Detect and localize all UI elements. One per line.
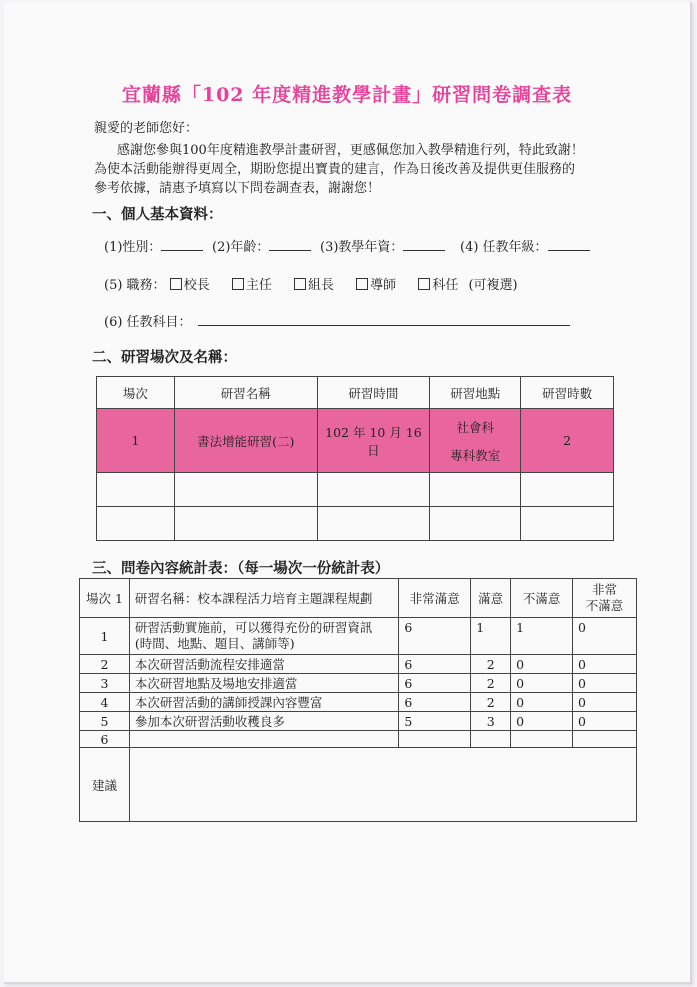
header-very-unsatisfied: 非常 不滿意 (573, 579, 637, 618)
years-field[interactable] (320, 236, 445, 255)
header-place: 研習地點 (430, 377, 521, 409)
table-row: 2 本次研習活動流程安排適當 6 2 0 0 (80, 655, 637, 674)
cell-course-name: 研習名稱：校本課程活力培育主題課程規劃 (129, 579, 398, 618)
grade-blank[interactable] (548, 238, 590, 251)
duty-label: (5) 職務： (104, 278, 166, 293)
table-row (97, 507, 614, 541)
checkbox-icon[interactable] (418, 278, 430, 290)
checkbox-icon[interactable] (294, 278, 306, 290)
table-row: 1 研習活動實施前，可以獲得充份的研習資訊 (時間、地點、題目、講師等) 6 1 1 0 (80, 618, 637, 655)
years-label: (3)教學年資： (320, 240, 404, 255)
multi-select-note: (可複選) (468, 278, 518, 293)
table-row: 5 參加本次研習活動收穫良多 5 3 0 0 (80, 712, 637, 731)
suggestion-field[interactable] (129, 748, 636, 822)
gender-label: (1)性別： (104, 240, 162, 255)
table-row: 6 (80, 731, 637, 748)
duty-option-homeroom[interactable]: 導師 (356, 278, 396, 293)
duty-option-principal[interactable]: 校長 (170, 278, 210, 293)
section-1-heading: 一、個人基本資料： (92, 206, 223, 223)
session-table (96, 376, 614, 541)
gender-field[interactable] (104, 236, 203, 255)
stats-table (79, 578, 637, 822)
header-unsatisfied: 不滿意 (511, 579, 573, 618)
cell-time: 102 年 10 月 16 日 (317, 409, 430, 473)
header-name: 研習名稱 (174, 377, 317, 409)
cell-session: 1 (97, 409, 175, 473)
cell-session-no: 場次 1 (80, 579, 130, 618)
cell-hours: 2 (521, 409, 614, 473)
table-row: 3 本次研習地點及場地安排適當 6 2 0 0 (80, 674, 637, 693)
grade-field[interactable] (460, 236, 590, 255)
gender-blank[interactable] (161, 238, 203, 251)
duty-field (104, 274, 518, 293)
duty-option-section-chief[interactable]: 組長 (294, 278, 334, 293)
subject-field[interactable] (104, 311, 570, 330)
cell-name: 書法增能研習(二) (174, 409, 317, 473)
checkbox-icon[interactable] (232, 278, 244, 290)
cell-place: 社會科 專科教室 (430, 409, 521, 473)
duty-option-director[interactable]: 主任 (232, 278, 272, 293)
survey-sheet (4, 2, 692, 984)
section-3-heading: 三、問卷內容統計表：（每一場次一份統計表） (92, 560, 390, 577)
age-field[interactable] (212, 236, 311, 255)
intro-line-2: 為使本活動能辦得更周全，期盼您提出寶貴的建言，作為日後改善及提供更佳服務的 (94, 162, 576, 177)
subject-blank[interactable] (198, 313, 570, 326)
greeting: 親愛的老師您好： (94, 121, 199, 136)
grade-label: (4) 任教年級： (460, 240, 548, 255)
intro-line-3: 參考依據，請惠予填寫以下問卷調查表，謝謝您！ (94, 181, 381, 196)
header-very-satisfied: 非常滿意 (399, 579, 471, 618)
table-row: 4 本次研習活動的講師授課內容豐富 6 2 0 0 (80, 693, 637, 712)
duty-option-subject-teacher[interactable]: 科任 (418, 278, 458, 293)
header-satisfied: 滿意 (471, 579, 511, 618)
table-row (97, 409, 614, 473)
section-2-heading: 二、研習場次及名稱： (92, 349, 237, 366)
suggestion-row (80, 748, 637, 822)
intro-line-1: 感謝您參與100年度精進教學計畫研習，更感佩您加入教學精進行列，特此致謝！ (117, 143, 584, 158)
header-session: 場次 (97, 377, 175, 409)
header-time: 研習時間 (317, 377, 430, 409)
header-hours: 研習時數 (521, 377, 614, 409)
table-row (97, 473, 614, 507)
subject-label: (6) 任教科目： (104, 315, 192, 330)
checkbox-icon[interactable] (356, 278, 368, 290)
suggestion-label: 建議 (80, 748, 130, 822)
checkbox-icon[interactable] (170, 278, 182, 290)
age-blank[interactable] (269, 238, 311, 251)
age-label: (2)年齡： (212, 240, 270, 255)
years-blank[interactable] (403, 238, 445, 251)
page-title: 宜蘭縣「102 年度精進教學計畫」研習問卷調查表 (121, 84, 573, 106)
